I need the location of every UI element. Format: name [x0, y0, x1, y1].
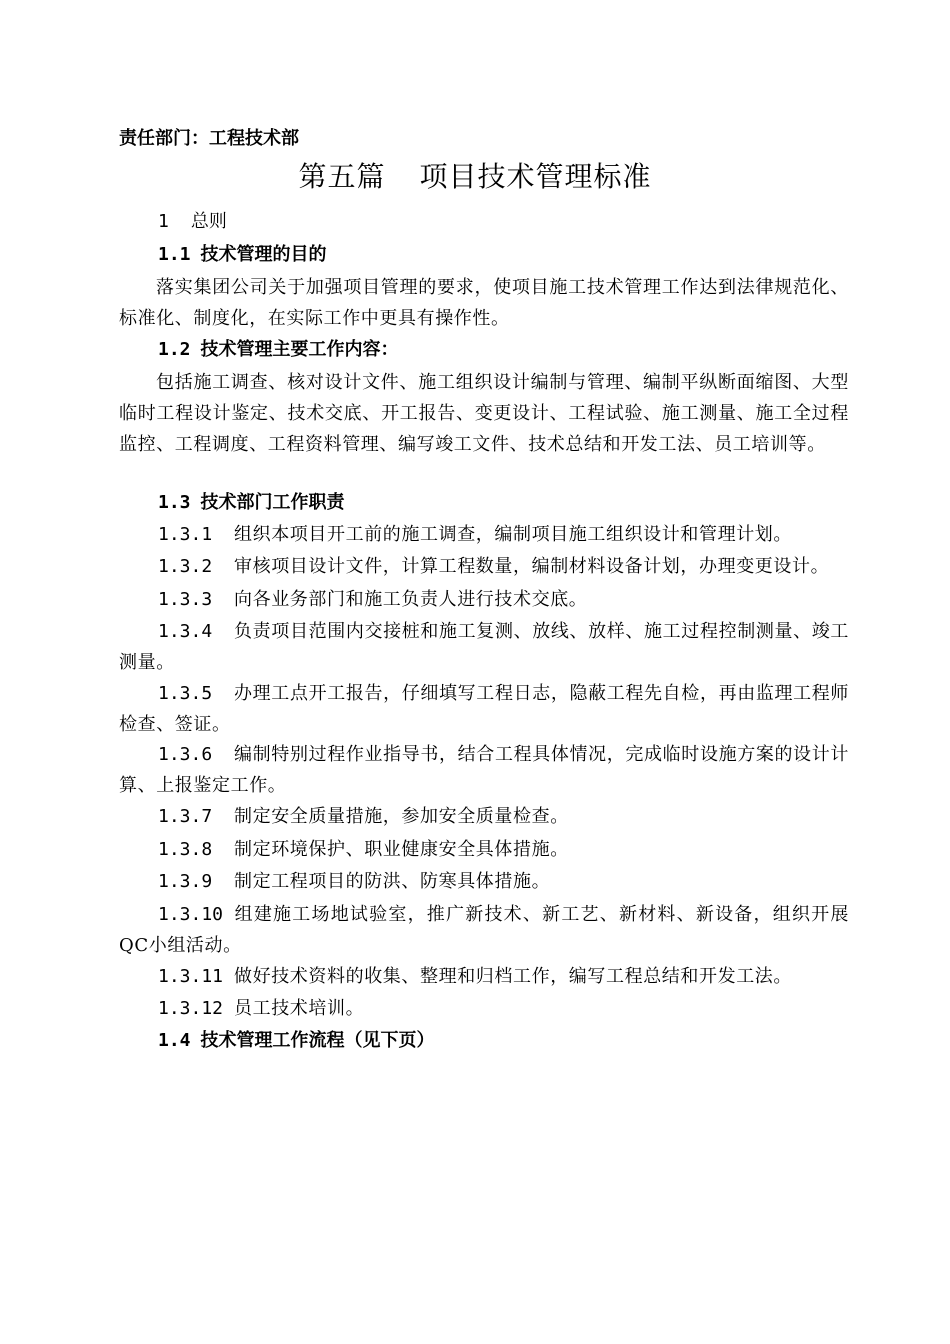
- title-part: 第五篇: [298, 160, 386, 193]
- section-title: 技术管理的目的: [200, 244, 327, 265]
- duty-number: 1.3.10: [158, 904, 224, 925]
- duty-item: [119, 551, 849, 582]
- duty-number: 1.3.2: [158, 556, 213, 577]
- section-1-4-heading: [158, 1028, 435, 1054]
- duty-text: 制定工程项目的防洪、防寒具体措施。: [234, 871, 551, 892]
- duty-number: 1.3.5: [158, 683, 213, 704]
- duty-text: 制定环境保护、职业健康安全具体措施。: [234, 839, 569, 860]
- duty-text: 组织本项目开工前的施工调查，编制项目施工组织设计和管理计划。: [234, 524, 792, 545]
- duty-item: [119, 961, 849, 992]
- section-title: 技术管理主要工作内容：: [200, 339, 399, 360]
- duty-number: 1.3.6: [158, 744, 213, 765]
- duty-item: [119, 519, 849, 550]
- title-name: 项目技术管理标准: [419, 160, 652, 193]
- duty-number: 1.3.11: [158, 966, 224, 987]
- duty-number: 1.3.3: [158, 589, 213, 610]
- work-content-paragraph: 包括施工调查、核对设计文件、施工组织设计编制与管理、编制平纵断面缩图、大型临时工程设计鉴定、技术交底、开工报告、变更设计、工程试验、施工测量、施工全过程监控、工程调度、工程资料管理、编写竣工文件、技术总结和开发工法、员工培训等。: [119, 372, 849, 455]
- section-number: 1.1: [158, 244, 191, 265]
- section-1-3-heading: [158, 490, 345, 516]
- duty-number: 1.3.9: [158, 871, 213, 892]
- duty-text: 办理工点开工报告，仔细填写工程日志，隐蔽工程先自检，再由监理工程师检查、签证。: [119, 683, 849, 735]
- section-title: 总则: [190, 211, 227, 232]
- section-1-2-heading: [158, 337, 399, 363]
- section-number: 1.2: [158, 339, 191, 360]
- duty-text: 编制特别过程作业指导书，结合工程具体情况，完成临时设施方案的设计计算、上报鉴定工作。: [119, 744, 849, 796]
- duty-text: 审核项目设计文件，计算工程数量，编制材料设备计划，办理变更设计。: [234, 556, 830, 577]
- duty-number: 1.3.7: [158, 806, 213, 827]
- duty-number: 1.3.8: [158, 839, 213, 860]
- duty-item: [119, 678, 849, 740]
- section-1-1-heading: [158, 242, 327, 268]
- duty-text: 制定安全质量措施，参加安全质量检查。: [234, 806, 569, 827]
- duty-item: [119, 739, 849, 801]
- duty-item: [119, 616, 849, 678]
- section-title: 技术管理工作流程（见下页）: [200, 1030, 435, 1051]
- section-number: 1: [158, 211, 169, 232]
- duty-text: 向各业务部门和施工负责人进行技术交底。: [234, 589, 588, 610]
- responsible-department: 责任部门：工程技术部: [119, 128, 299, 149]
- duty-text: 做好技术资料的收集、整理和归档工作，编写工程总结和开发工法。: [234, 966, 792, 987]
- duty-item: [119, 801, 849, 832]
- duty-number: 1.3.1: [158, 524, 213, 545]
- section-number: 1.3: [158, 492, 191, 513]
- purpose-paragraph: 落实集团公司关于加强项目管理的要求，使项目施工技术管理工作达到法律规范化、标准化、制度化，在实际工作中更具有操作性。: [119, 277, 849, 329]
- duty-item: [119, 584, 849, 615]
- duty-text: 组建施工场地试验室，推广新技术、新工艺、新材料、新设备，组织开展QC小组活动。: [119, 904, 849, 956]
- document-title: [0, 157, 950, 197]
- section-number: 1.4: [158, 1030, 191, 1051]
- duty-item: [119, 899, 849, 961]
- duty-number: 1.3.4: [158, 621, 213, 642]
- duty-text: 员工技术培训。: [234, 998, 365, 1019]
- duty-text: 负责项目范围内交接桩和施工复测、放线、放样、施工过程控制测量、竣工测量。: [119, 621, 849, 673]
- section-1-heading: [158, 209, 227, 235]
- duty-item: [119, 834, 849, 865]
- section-title: 技术部门工作职责: [200, 492, 345, 513]
- duty-number: 1.3.12: [158, 998, 224, 1019]
- duty-item: [119, 993, 849, 1024]
- duty-item: [119, 866, 849, 897]
